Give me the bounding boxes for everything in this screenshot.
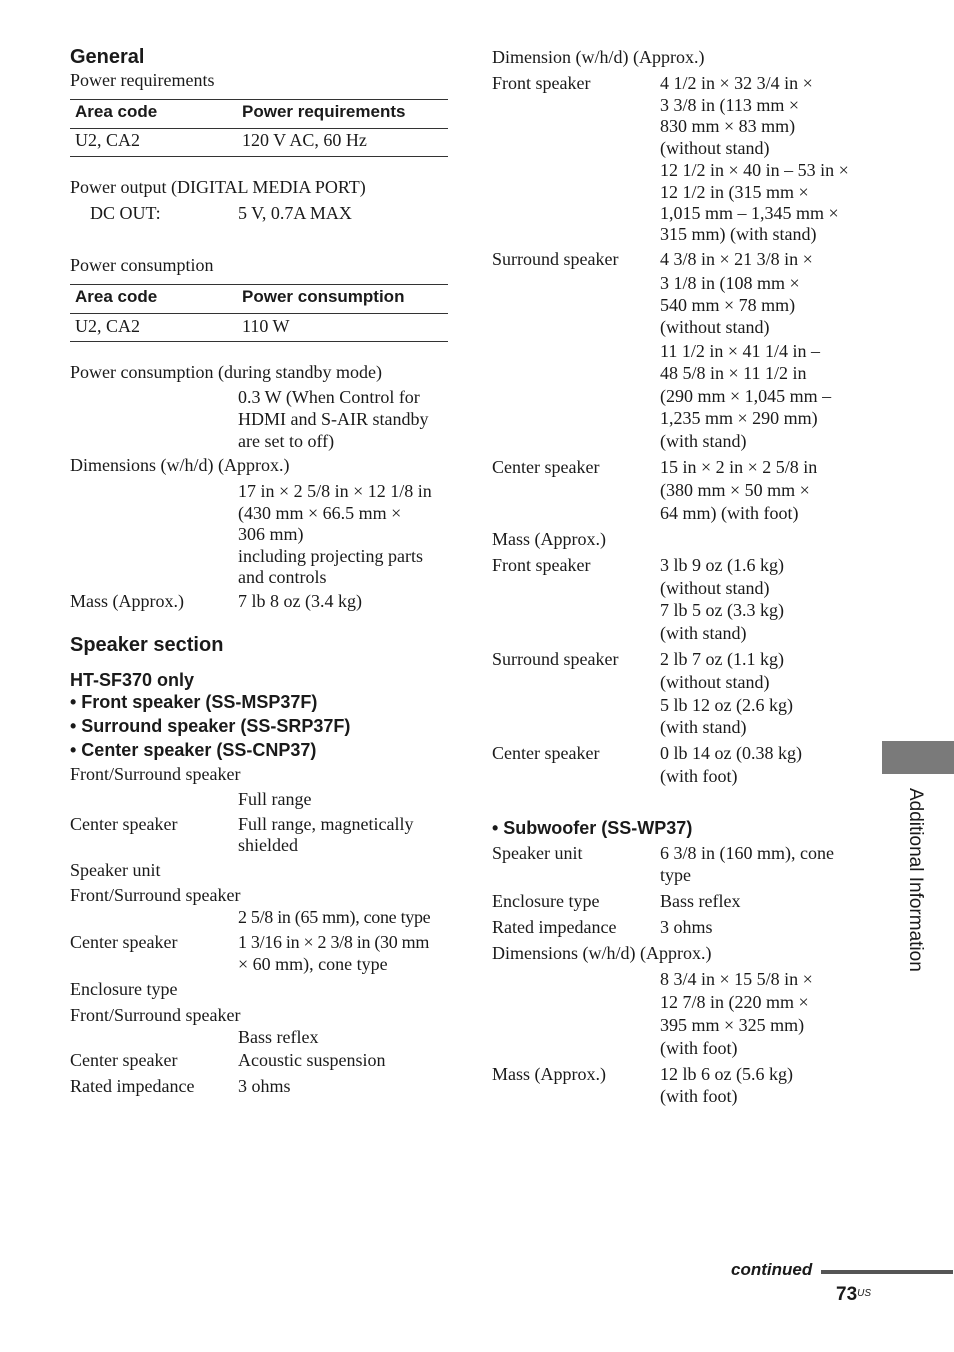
continued-bar [821,1270,953,1274]
fs-label: Front/Surround speaker [70,1005,241,1025]
general-heading: General [70,46,145,68]
page-number [836,1283,871,1306]
dimensions-line: and controls [238,567,327,587]
front-mass-line: (with stand) [660,623,747,643]
table1-cell-area: U2, CA2 [75,130,141,150]
mass-value: 7 lb 8 oz (3.4 kg) [238,591,362,611]
center-dim-line: 15 in × 2 in × 2 5/8 in [660,457,818,477]
center-range-line: shielded [238,835,298,855]
table2-cell-area: U2, CA2 [75,316,141,336]
surround-mass-line: 5 lb 12 oz (2.6 kg) [660,695,793,715]
fs-enclosure-value: Bass reflex [238,1027,319,1047]
impedance-label: Rated impedance [492,917,617,937]
center-range-line: Full range, magnetically [238,814,414,834]
center-label: Center speaker [492,457,600,477]
power-req-label: Power requirements [70,70,215,90]
surround-dim-line: 1,235 mm × 290 mm) [660,408,818,428]
speaker-bullet: • Center speaker (SS-CNP37) [70,740,317,760]
section-tab-marker [882,741,954,774]
impedance-value: 3 ohms [660,917,713,937]
table2-cell-consumption: 110 W [242,316,290,336]
surround-mass-line: (without stand) [660,672,770,692]
dimension-label: Dimension (w/h/d) (Approx.) [492,47,705,67]
center-enclosure-value: Acoustic suspension [238,1050,386,1070]
surround-mass-line: (with stand) [660,717,747,737]
section-side-label: Additional Information [905,788,926,972]
page-number-suffix: US [857,1288,872,1299]
front-label: Front speaker [492,73,591,93]
center-label: Center speaker [70,1050,178,1070]
surround-mass-line: 2 lb 7 oz (1.1 kg) [660,649,784,669]
surround-dim-line: 11 1/2 in × 41 1/4 in – [660,341,820,361]
front-mass-line: 7 lb 5 oz (3.3 kg) [660,600,784,620]
dimensions-label: Dimensions (w/h/d) (Approx.) [70,455,290,475]
continued-label: continued [731,1260,813,1279]
table1-header-power: Power requirements [242,102,406,121]
table2-header-consumption: Power consumption [242,287,405,306]
impedance-label: Rated impedance [70,1076,195,1096]
surround-dim-line: 48 5/8 in × 11 1/2 in [660,363,807,383]
dimensions-line: 306 mm) [238,524,304,544]
front-dim-line: 4 1/2 in × 32 3/4 in × [660,73,813,93]
surround-dim-line: 3 1/8 in (108 mm × [660,273,800,293]
front-dim-line: 12 1/2 in × 40 in – 53 in × [660,160,849,180]
surround-dim-line: 4 3/8 in × 21 3/8 in × [660,249,813,269]
center-label: Center speaker [492,743,600,763]
enclosure-label: Enclosure type [70,979,178,999]
surround-dim-line: (290 mm × 1,045 mm – [660,386,832,406]
standby-line: are set to off) [238,431,335,451]
dc-out-value: 5 V, 0.7A MAX [238,203,352,223]
speaker-unit-line: type [660,865,691,885]
speaker-bullet: • Surround speaker (SS-SRP37F) [70,716,351,736]
enclosure-value: Bass reflex [660,891,741,911]
fs-range-value: Full range [238,789,312,809]
speaker-unit-label: Speaker unit [492,843,583,863]
dimensions-line: 17 in × 2 5/8 in × 12 1/8 in [238,481,432,501]
surround-dim-line: (with stand) [660,431,747,451]
power-cons-label: Power consumption [70,255,214,275]
center-dim-line: 64 mm) (with foot) [660,503,799,523]
table-rule [70,313,448,314]
speaker-unit-label: Speaker unit [70,860,161,880]
surround-dim-line: (without stand) [660,317,770,337]
front-dim-line: 12 1/2 in (315 mm × [660,182,809,202]
mass-label: Mass (Approx.) [70,591,184,611]
front-dim-line: 830 mm × 83 mm) [660,116,796,136]
dimensions-line: (430 mm × 66.5 mm × [238,503,402,523]
sub-mass-label: Mass (Approx.) [492,1064,606,1084]
center-unit-line: × 60 mm), cone type [238,954,388,974]
center-dim-line: (380 mm × 50 mm × [660,480,810,500]
model-heading: HT-SF370 only [70,670,195,690]
table-rule [70,99,448,100]
table-rule [70,156,448,157]
page-number-value: 73 [836,1284,858,1305]
sub-mass-line: 12 lb 6 oz (5.6 kg) [660,1064,793,1084]
table-rule [70,284,448,285]
center-unit-line: 1 3/16 in × 2 3/8 in (30 mm [238,932,430,952]
standby-label: Power consumption (during standby mode) [70,362,382,382]
speaker-section-heading: Speaker section [70,634,224,656]
front-mass-line: 3 lb 9 oz (1.6 kg) [660,555,784,575]
sub-dim-line: (with foot) [660,1038,738,1058]
table1-header-area: Area code [75,102,158,121]
surround-label: Surround speaker [492,649,619,669]
mass-label: Mass (Approx.) [492,529,606,549]
center-label: Center speaker [70,814,178,834]
front-dim-line: 1,015 mm – 1,345 mm × [660,203,839,223]
table1-cell-power: 120 V AC, 60 Hz [242,130,367,150]
fs-unit-value: 2 5/8 in (65 mm), cone type [238,907,431,927]
fs-label: Front/Surround speaker [70,885,241,905]
speaker-bullet: • Front speaker (SS-MSP37F) [70,692,318,712]
sub-dim-line: 395 mm × 325 mm) [660,1015,805,1035]
table2-header-area: Area code [75,287,158,306]
subwoofer-heading: • Subwoofer (SS-WP37) [492,818,693,838]
standby-line: 0.3 W (When Control for [238,387,420,407]
sub-dim-line: 8 3/4 in × 15 5/8 in × [660,969,813,989]
table-rule [70,341,448,342]
dc-out-label: DC OUT: [90,203,161,223]
speaker-unit-line: 6 3/8 in (160 mm), cone [660,843,834,863]
front-label: Front speaker [492,555,591,575]
sub-mass-line: (with foot) [660,1086,738,1106]
impedance-value: 3 ohms [238,1076,291,1096]
enclosure-label: Enclosure type [492,891,600,911]
front-dim-line: (without stand) [660,138,770,158]
front-mass-line: (without stand) [660,578,770,598]
center-mass-line: (with foot) [660,766,738,786]
surround-dim-line: 540 mm × 78 mm) [660,295,796,315]
fs-label: Front/Surround speaker [70,764,241,784]
center-label: Center speaker [70,932,178,952]
standby-line: HDMI and S-AIR standby [238,409,429,429]
power-output-label: Power output (DIGITAL MEDIA PORT) [70,177,366,197]
sub-dim-line: 12 7/8 in (220 mm × [660,992,809,1012]
dimensions-line: including projecting parts [238,546,423,566]
front-dim-line: 315 mm) (with stand) [660,224,817,244]
dimensions-label: Dimensions (w/h/d) (Approx.) [492,943,712,963]
front-dim-line: 3 3/8 in (113 mm × [660,95,799,115]
surround-label: Surround speaker [492,249,619,269]
center-mass-line: 0 lb 14 oz (0.38 kg) [660,743,802,763]
